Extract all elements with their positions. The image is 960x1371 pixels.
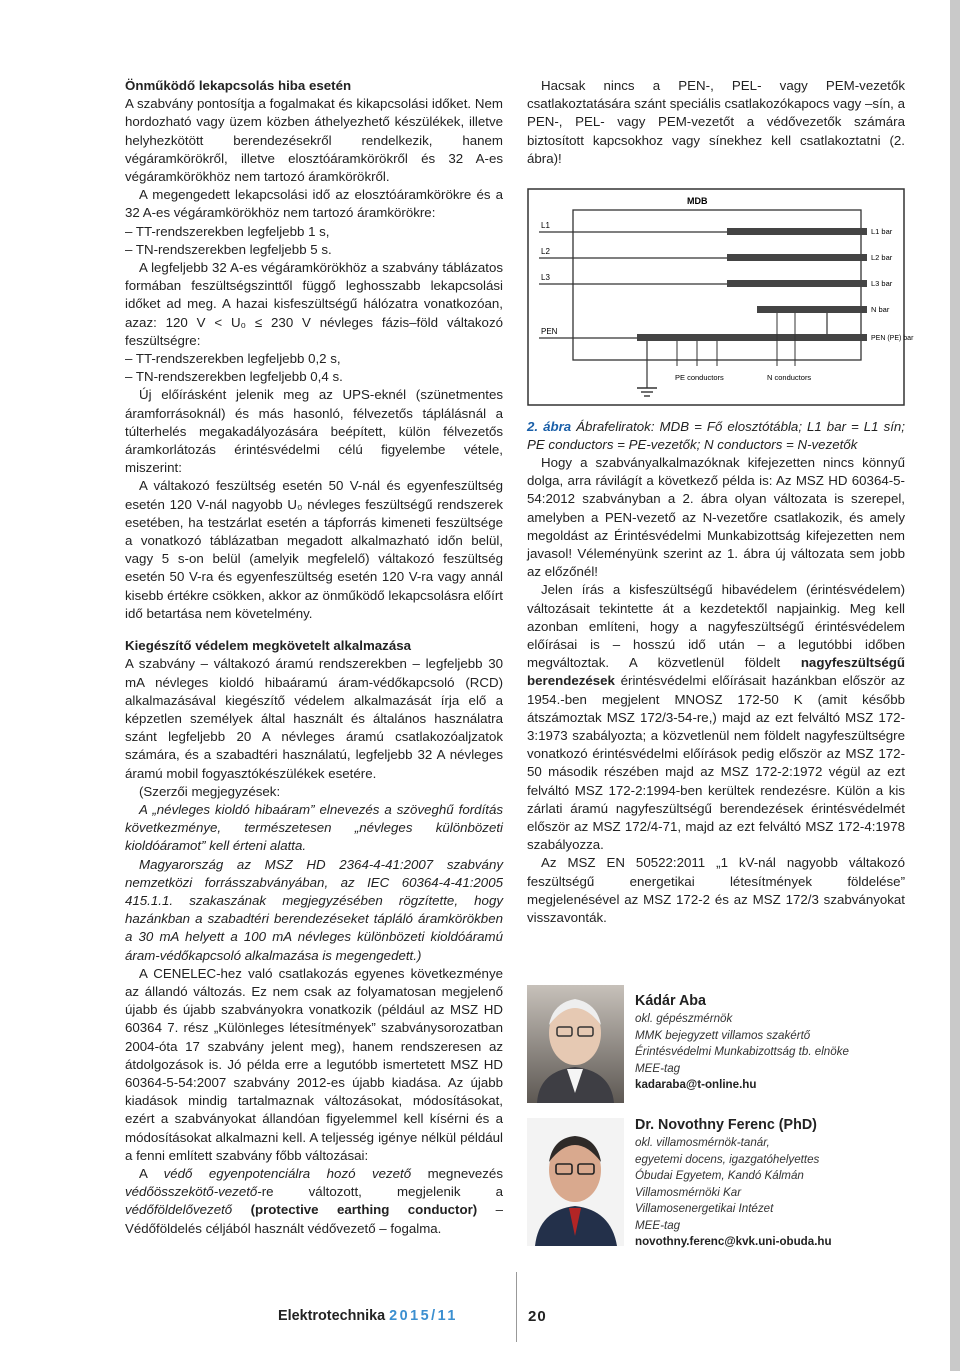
author-photo (527, 1118, 624, 1246)
page-edge-bar (950, 0, 960, 1371)
paragraph: Új előírásként jelenik meg az UPS-eknél (szünetmentes áramforrásoknál) és más hasonló, félvezetős táplálásnál a túlterhelés megakadályozására beépített, külön félvezetős áramkorlátozás érintésvédelmi célú figyelembe vétele, miszerint: (125, 387, 503, 476)
author-email[interactable]: novothny.ferenc@kvk.uni-obuda.hu (635, 1235, 832, 1248)
paragraph: Hacsak nincs a PEN-, PEL- vagy PEM-vezetők csatlakoztatására szánt speciális csatlakozókapocs vagy –sín, a PEN-, PEL- vagy PEM-vezetőt a védővezetők számára biztosított kapcsokhoz vagy sínekhez kell csatlakoztatni (2. ábra)! (527, 78, 905, 166)
author-photo (527, 985, 624, 1103)
section-heading: Önműködő lekapcsolás hiba esetén (125, 78, 352, 93)
label-l1-bar: L1 bar (871, 227, 893, 237)
figure-2-diagram (527, 188, 914, 406)
paragraph: Az MSZ EN 50522:2011 „1 kV-nál nagyobb váltakozó feszültségű energetikai létesítmények földelése” megjelenésével az MSZ 172-2 és az MSZ 172/3 szabványokat visszavonták. (527, 855, 905, 926)
list-item: – TN-rendszerekben legfeljebb 0,4 s. (125, 369, 343, 385)
page-number: 20 (528, 1308, 547, 1325)
note-paragraph: A „névleges kioldó hibaáram” elnevezés a szöveghű fordítás következménye, természetesen „névleges különbözeti kioldóáramot” kell érteni alatta. (125, 801, 503, 854)
right-column (527, 77, 914, 927)
l2-bar (727, 254, 867, 261)
list-item: – TT-rendszerekben legfeljebb 0,2 s, (125, 351, 341, 367)
label-pen: PEN (541, 327, 558, 337)
footer-journal: Elektrotechnika 2015/11 (278, 1308, 458, 1324)
label-n-conductors: N conductors (767, 373, 812, 383)
paragraph: Jelen írás a kisfeszültségű hibavédelem (érintésvédelem) változásait tekintette át a kezdetektől napjainkig. Meg kell azonban említeni, hogy a nagyfeszültségű érintésvédelem előírásai is – hosszú idő után – a legutóbbi időben megváltoztak. A közvetlenül földelt nagyfeszültségű berendezések érintésvédelmi előírásait hazánkban először az 1954.-ben megjelent MNOSZ 172-50 K (amit később átszámoztak MSZ 172/3-54-re,) majd az ezt felváltó MSZ 172-3:1973 szabályozta; a közvetlenül nem földelt nagyfeszültségre vonatkozó érintésvédelmi előírások pedig először az MSZ 172-50 második részében majd az MSZ 172-2:1972 végül az ezt felváltó MSZ 172-2:1994-ben kerültek rendezésre. Külön a kis zárlati áramú nagyfeszültségű berendezések érintésvédelmét először az MSZ 172/4-71, majd az ezt felváltó MSZ 172-4:1978 szabályozza. (527, 582, 905, 853)
mdb-wiring-diagram (527, 188, 914, 406)
l1-bar (727, 228, 867, 235)
label-pe-conductors: PE conductors (675, 373, 724, 383)
page-footer (0, 1308, 960, 1338)
list-item: – TN-rendszerekben legfeljebb 5 s. (125, 241, 332, 257)
n-bar (757, 306, 867, 313)
label-l1: L1 (541, 221, 550, 231)
section-heading: Kiegészítő védelem megkövetelt alkalmazása (125, 638, 412, 654)
author-name: Kádár Aba (635, 993, 706, 1009)
l3-bar (727, 280, 867, 287)
footer-issue: 2015/11 (389, 1308, 458, 1324)
author-2: Dr. Novothny Ferenc (PhD) okl. villamosmérnök-tanár, egyetemi docens, igazgatóhelyettes Óbudai Egyetem, Kandó Kálmán Villamosmérnöki Kar Villamosenergetikai Intézet MEE-tag novothny.ferenc@kvk.uni-obuda.hu (635, 1115, 905, 1251)
label-l2: L2 (541, 247, 550, 257)
paragraph: Hogy a szabványalkalmazóknak kifejezetten nincs könnyű dolga, arra rávilágít a következő példa is: Az MSZ HD 60364-5-54:2012 szabványban a 2. ábra olyan változata is szerepel, amelyben a PEN-vezető az N-vezetőre csatlakozik, és amely megoldást az Érintésvédelmi Munkabizottság kifejezetten nem javasol! Véleményünk szerint az 1. ábra új változata sem jobb az előzőnél! (527, 455, 905, 580)
paragraph: A szabvány pontosítja a fogalmakat és kikapcsolási időket. Nem hordozható vagy üzem közben áthelyezhető készülékek, illetve helyhezkötött berendezésekről rendelkezik, hanem végáramkörökről, illetve elosztóáramkörökről és 32 A-es végáramkörökhöz nem tartozó áramkörökről. (125, 96, 503, 185)
label-l2-bar: L2 bar (871, 253, 893, 263)
label-l3: L3 (541, 273, 550, 283)
note-paragraph: Magyarország az MSZ HD 2364-4-41:2007 szabvány nemzetközi forrásszabványában, az IEC 60364-4-41:2005 415.1.1. szakaszának megjegyzésében rögzítette, hogy hazánkban a szabadtéri berendezéseket tápláló áramkörökben a 30 mA helyett a 100 mA névleges különbözeti kioldóáramú áram-védőkapcsoló alkalmazása is megengedett.) (125, 856, 503, 963)
label-l3-bar: L3 bar (871, 279, 893, 289)
label-n-bar: N bar (871, 305, 890, 315)
paragraph: A védő egyenpotenciálra hozó vezető megnevezés védőösszekötő-vezető-re változott, megjelenik a védőföldelővezető (protective earthing conductor) – Védőföldelés céljából használt védővezető – fogalma. (125, 1165, 503, 1236)
author-name: Dr. Novothny Ferenc (PhD) (635, 1117, 817, 1133)
author-email[interactable]: kadaraba@t-online.hu (635, 1078, 757, 1091)
footer-divider (516, 1272, 517, 1342)
paragraph: A váltakozó feszültség esetén 50 V-nál és egyenfeszültség esetén 120 V-nál nagyobb U₀ névleges feszültségű rendszerek esetében, ha testzárlat esetén a tápforrás kimeneti feszültsége a vonatkozó táblázatban megadott alkalmazható időn belül, vagy 5 s-on belül (amelyik megfelelő) váltakozó feszültség esetén 50 V-ra és egyenfeszültség esetén 120 V-ra vagy annál kisebb értékre csökken, akkor az önműködő lekapcsolásra előírt idő betartása nem követelmény. (125, 478, 503, 621)
list-item: – TT-rendszerekben legfeljebb 1 s, (125, 223, 330, 239)
figure-caption: 2. ábra Ábrafeliratok: MDB = Fő elosztótábla; L1 bar = L1 sín; PE conductors = PE-vezetők; N conductors = N-vezetők (527, 419, 905, 453)
authors-block (527, 963, 905, 1256)
paragraph: A megengedett lekapcsolási idő az elosztóáramkörökre és a 32 A-es végáramkörökhöz nem tartozó áramkörökre: (125, 187, 503, 221)
paragraph: (Szerzői megjegyzések: (139, 783, 281, 799)
label-pen-bar: PEN (PE) bar (871, 335, 914, 343)
author-1: Kádár Aba okl. gépészmérnök MMK bejegyzett villamos szakértő Érintésvédelmi Munkabizottság tb. elnöke MEE-tag kadaraba@t-online.hu (635, 991, 905, 1094)
left-column (125, 77, 503, 1238)
paragraph: A szabvány – váltakozó áramú rendszerekben – legfeljebb 30 mA névleges kioldó hibaáramú áram-védőkapcsoló (RCD) alkalmazásával kiegészítő védelem alkalmazását írja elő a képzetlen személyek által használt és általános használatra szánt legfeljebb 20 A névleges áramú csatlakozóaljzatok számára, és a szabadtéri használatú, legfeljebb 32 A névleges áramú mobil fogyasztókészülékek esetére. (125, 656, 503, 781)
pen-bar (637, 334, 867, 341)
paragraph: A legfeljebb 32 A-es végáramkörökhöz a szabvány táblázatos formában feszültségszinttől függő leghosszabb lekapcsolási időket ad meg. A hazai kisfeszültségű hálózatra vonatkozóan, azaz: 120 V < U₀ ≤ 230 V névleges fázis–föld váltakozó feszültségre: (125, 260, 503, 348)
paragraph: A CENELEC-hez való csatlakozás egyenes következménye az állandó változás. Ez nem csak az folyamatosan megjelenő újabb és újabb szabványokra vonatkozik (például az MSZ HD 60364 7. rész „Különleges létesítmények” szabványsorozatban 2004-óta 17 szabvány jelent meg), hanem rendszeresen az átdolgozások is. Jó példa erre a legutóbb ismertetett MSZ HD 60364-5-54:2007 szabvány 2012-es újabb kiadása. Az újabb kiadások mindig tartalmaznak változásokat, módosításokat, ezért a szabványokat állandóan figyelemmel kell kísérni és a módosításokat alkalmazni kell. A teljesség igénye nélkül például a fenni említett szabvány főbb változásai: (125, 965, 503, 1163)
label-mdb: MDB (687, 196, 708, 207)
